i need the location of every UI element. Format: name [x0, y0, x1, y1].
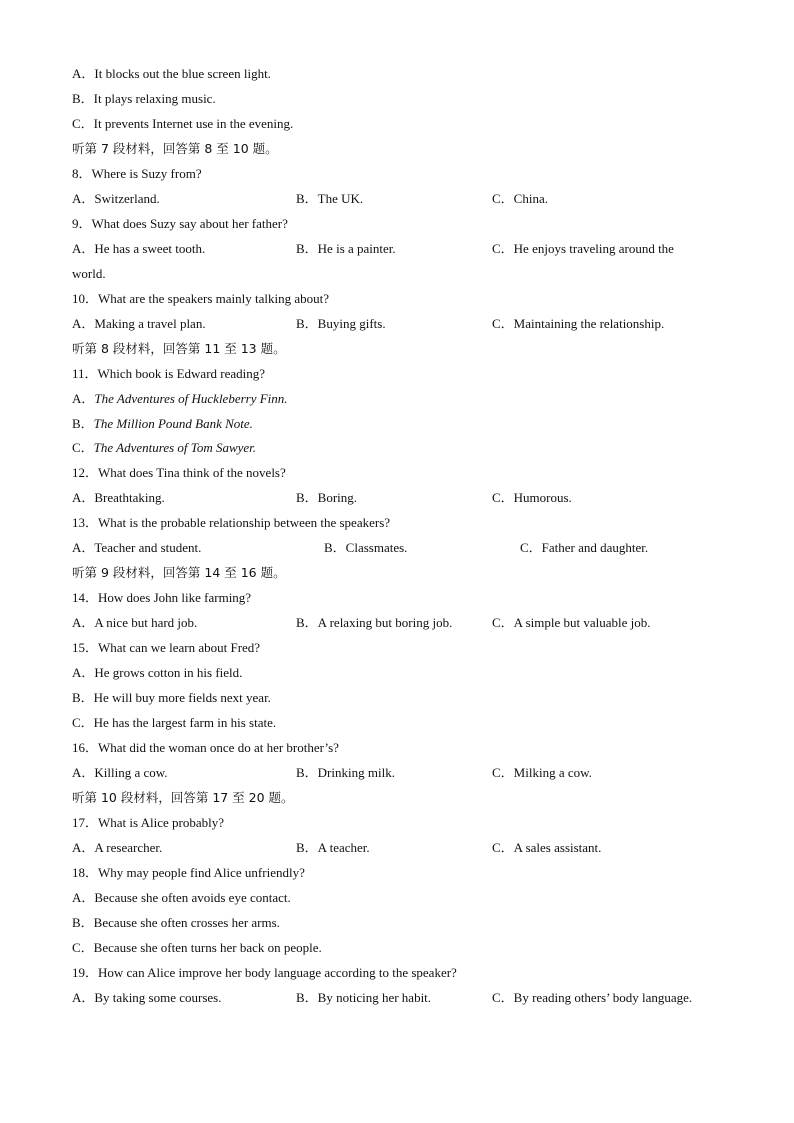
q12-option-c: C．Humorous.	[492, 490, 572, 505]
q16-stem: 16．What did the woman once do at her brother’s?	[72, 740, 339, 755]
q11-stem: 11．Which book is Edward reading?	[72, 366, 266, 381]
q17-option-a: A．A researcher.	[72, 840, 163, 855]
q18-stem: 18．Why may people find Alice unfriendly?	[72, 865, 305, 880]
q17-option-b: B．A teacher.	[296, 840, 370, 855]
q11-option-a-title: The Adventures of Huckleberry Finn.	[94, 391, 288, 406]
q7-option-a: A．It blocks out the blue screen light.	[72, 66, 271, 81]
q10-stem: 10．What are the speakers mainly talking about?	[72, 291, 330, 306]
q18-option-a: A．Because she often avoids eye contact.	[72, 890, 291, 905]
q9-option-c: C．He enjoys traveling around the	[492, 241, 674, 256]
q12-option-a: A．Breathtaking.	[72, 490, 165, 505]
q12-stem: 12．What does Tina think of the novels?	[72, 465, 286, 480]
section-7-instruction: 听第 7 段材料，回答第 8 至 10 题。	[72, 141, 278, 156]
q7-option-b: B．It plays relaxing music.	[72, 91, 216, 106]
q13-option-b: B．Classmates.	[324, 540, 408, 555]
q13-stem: 13．What is the probable relationship between the speakers?	[72, 515, 391, 530]
q17-stem: 17．What is Alice probably?	[72, 815, 224, 830]
q14-stem: 14．How does John like farming?	[72, 590, 252, 605]
q14-option-b: B．A relaxing but boring job.	[296, 615, 453, 630]
q16-option-a: A．Killing a cow.	[72, 765, 168, 780]
q17-option-c: C．A sales assistant.	[492, 840, 602, 855]
q11-option-a-label: A．	[72, 391, 95, 406]
q8-option-a: A．Switzerland.	[72, 191, 160, 206]
q19-option-b: B．By noticing her habit.	[296, 990, 432, 1005]
q14-option-a: A．A nice but hard job.	[72, 615, 198, 630]
q15-option-b: B．He will buy more fields next year.	[72, 690, 271, 705]
q9-option-a: A．He has a sweet tooth.	[72, 241, 206, 256]
q15-option-c: C．He has the largest farm in his state.	[72, 715, 277, 730]
q15-stem: 15．What can we learn about Fred?	[72, 640, 261, 655]
q11-option-c	[72, 440, 256, 456]
q19-option-c: C．By reading others’ body language.	[492, 990, 693, 1005]
q13-option-c: C．Father and daughter.	[520, 540, 649, 555]
q19-stem: 19．How can Alice improve her body language according to the speaker?	[72, 965, 457, 980]
q19-option-a: A．By taking some courses.	[72, 990, 222, 1005]
q12-option-b: B．Boring.	[296, 490, 358, 505]
section-8-instruction: 听第 8 段材料，回答第 11 至 13 题。	[72, 341, 286, 356]
q11-option-b	[72, 416, 253, 432]
q11-option-a	[72, 391, 288, 407]
q18-option-b: B．Because she often crosses her arms.	[72, 915, 280, 930]
q10-option-b: B．Buying gifts.	[296, 316, 386, 331]
q7-option-c: C．It prevents Internet use in the evening.	[72, 116, 294, 131]
q16-option-c: C．Milking a cow.	[492, 765, 592, 780]
q8-option-c: C．China.	[492, 191, 548, 206]
q16-option-b: B．Drinking milk.	[296, 765, 395, 780]
q9-stem: 9．What does Suzy say about her father?	[72, 216, 288, 231]
section-9-instruction: 听第 9 段材料，回答第 14 至 16 题。	[72, 565, 286, 580]
q14-option-c: C．A simple but valuable job.	[492, 615, 651, 630]
section-10-instruction: 听第 10 段材料，回答第 17 至 20 题。	[72, 790, 294, 805]
q11-option-c-label: C．	[72, 440, 94, 455]
q9-option-b: B．He is a painter.	[296, 241, 396, 256]
q8-option-b: B．The UK.	[296, 191, 364, 206]
q18-option-c: C．Because she often turns her back on people.	[72, 940, 322, 955]
q11-option-b-title: The Million Pound Bank Note.	[93, 416, 253, 431]
q11-option-b-label: B．	[72, 416, 94, 431]
q13-option-a: A．Teacher and student.	[72, 540, 202, 555]
q9-option-c-continued: world.	[72, 266, 106, 281]
q15-option-a: A．He grows cotton in his field.	[72, 665, 243, 680]
q8-stem: 8．Where is Suzy from?	[72, 166, 202, 181]
q11-option-c-title: The Adventures of Tom Sawyer.	[93, 440, 257, 455]
q10-option-c: C．Maintaining the relationship.	[492, 316, 665, 331]
q10-option-a: A．Making a travel plan.	[72, 316, 206, 331]
